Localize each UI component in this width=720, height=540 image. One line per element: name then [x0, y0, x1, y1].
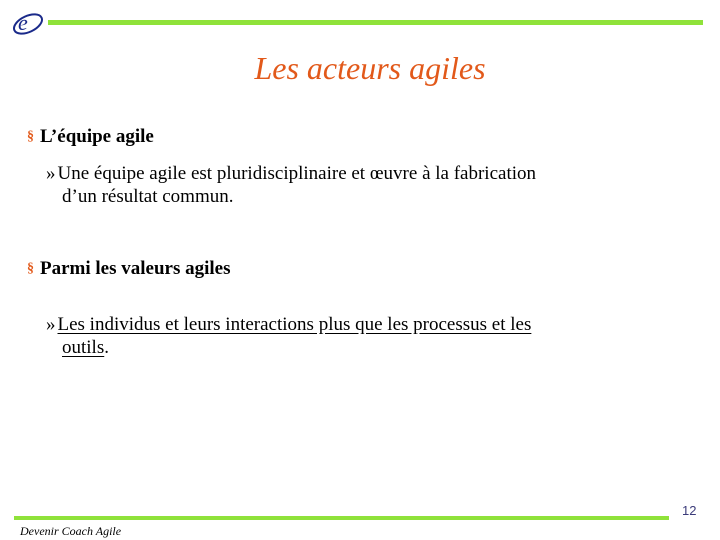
sub-bullet-period: . — [104, 337, 109, 358]
top-accent-bar — [48, 20, 703, 25]
sub-bullet-link-line1[interactable]: Les individus et leurs interactions plus que les processus et les — [57, 314, 532, 335]
sub-bullet-text-line1: Une équipe agile est pluridisciplinaire et œuvre à la fabrication — [57, 163, 537, 184]
bottom-accent-bar — [14, 516, 669, 520]
bullet-marker: § — [27, 129, 34, 144]
sub-bullet-marker: » — [46, 163, 56, 184]
footer-text: Devenir Coach Agile — [20, 524, 122, 538]
bullet-valeurs-agiles — [27, 258, 231, 280]
sub-bullet-link-line2[interactable]: outils — [62, 337, 105, 358]
sub-bullet-marker: » — [46, 314, 56, 335]
bullet-equipe-agile — [27, 126, 154, 148]
slide-title: Les acteurs agiles — [254, 50, 486, 86]
e-logo-icon — [10, 8, 46, 40]
bullet-marker: § — [27, 261, 34, 276]
sub-bullet-text-line2: d’un résultat commun. — [62, 186, 234, 207]
page-number: 12 — [682, 503, 697, 518]
bullet-heading: L’équipe agile — [40, 126, 154, 147]
svg-text:e: e — [18, 10, 28, 35]
bullet-heading: Parmi les valeurs agiles — [40, 258, 231, 279]
sub-bullet-equipe — [46, 162, 686, 208]
sub-bullet-valeurs — [46, 313, 686, 359]
